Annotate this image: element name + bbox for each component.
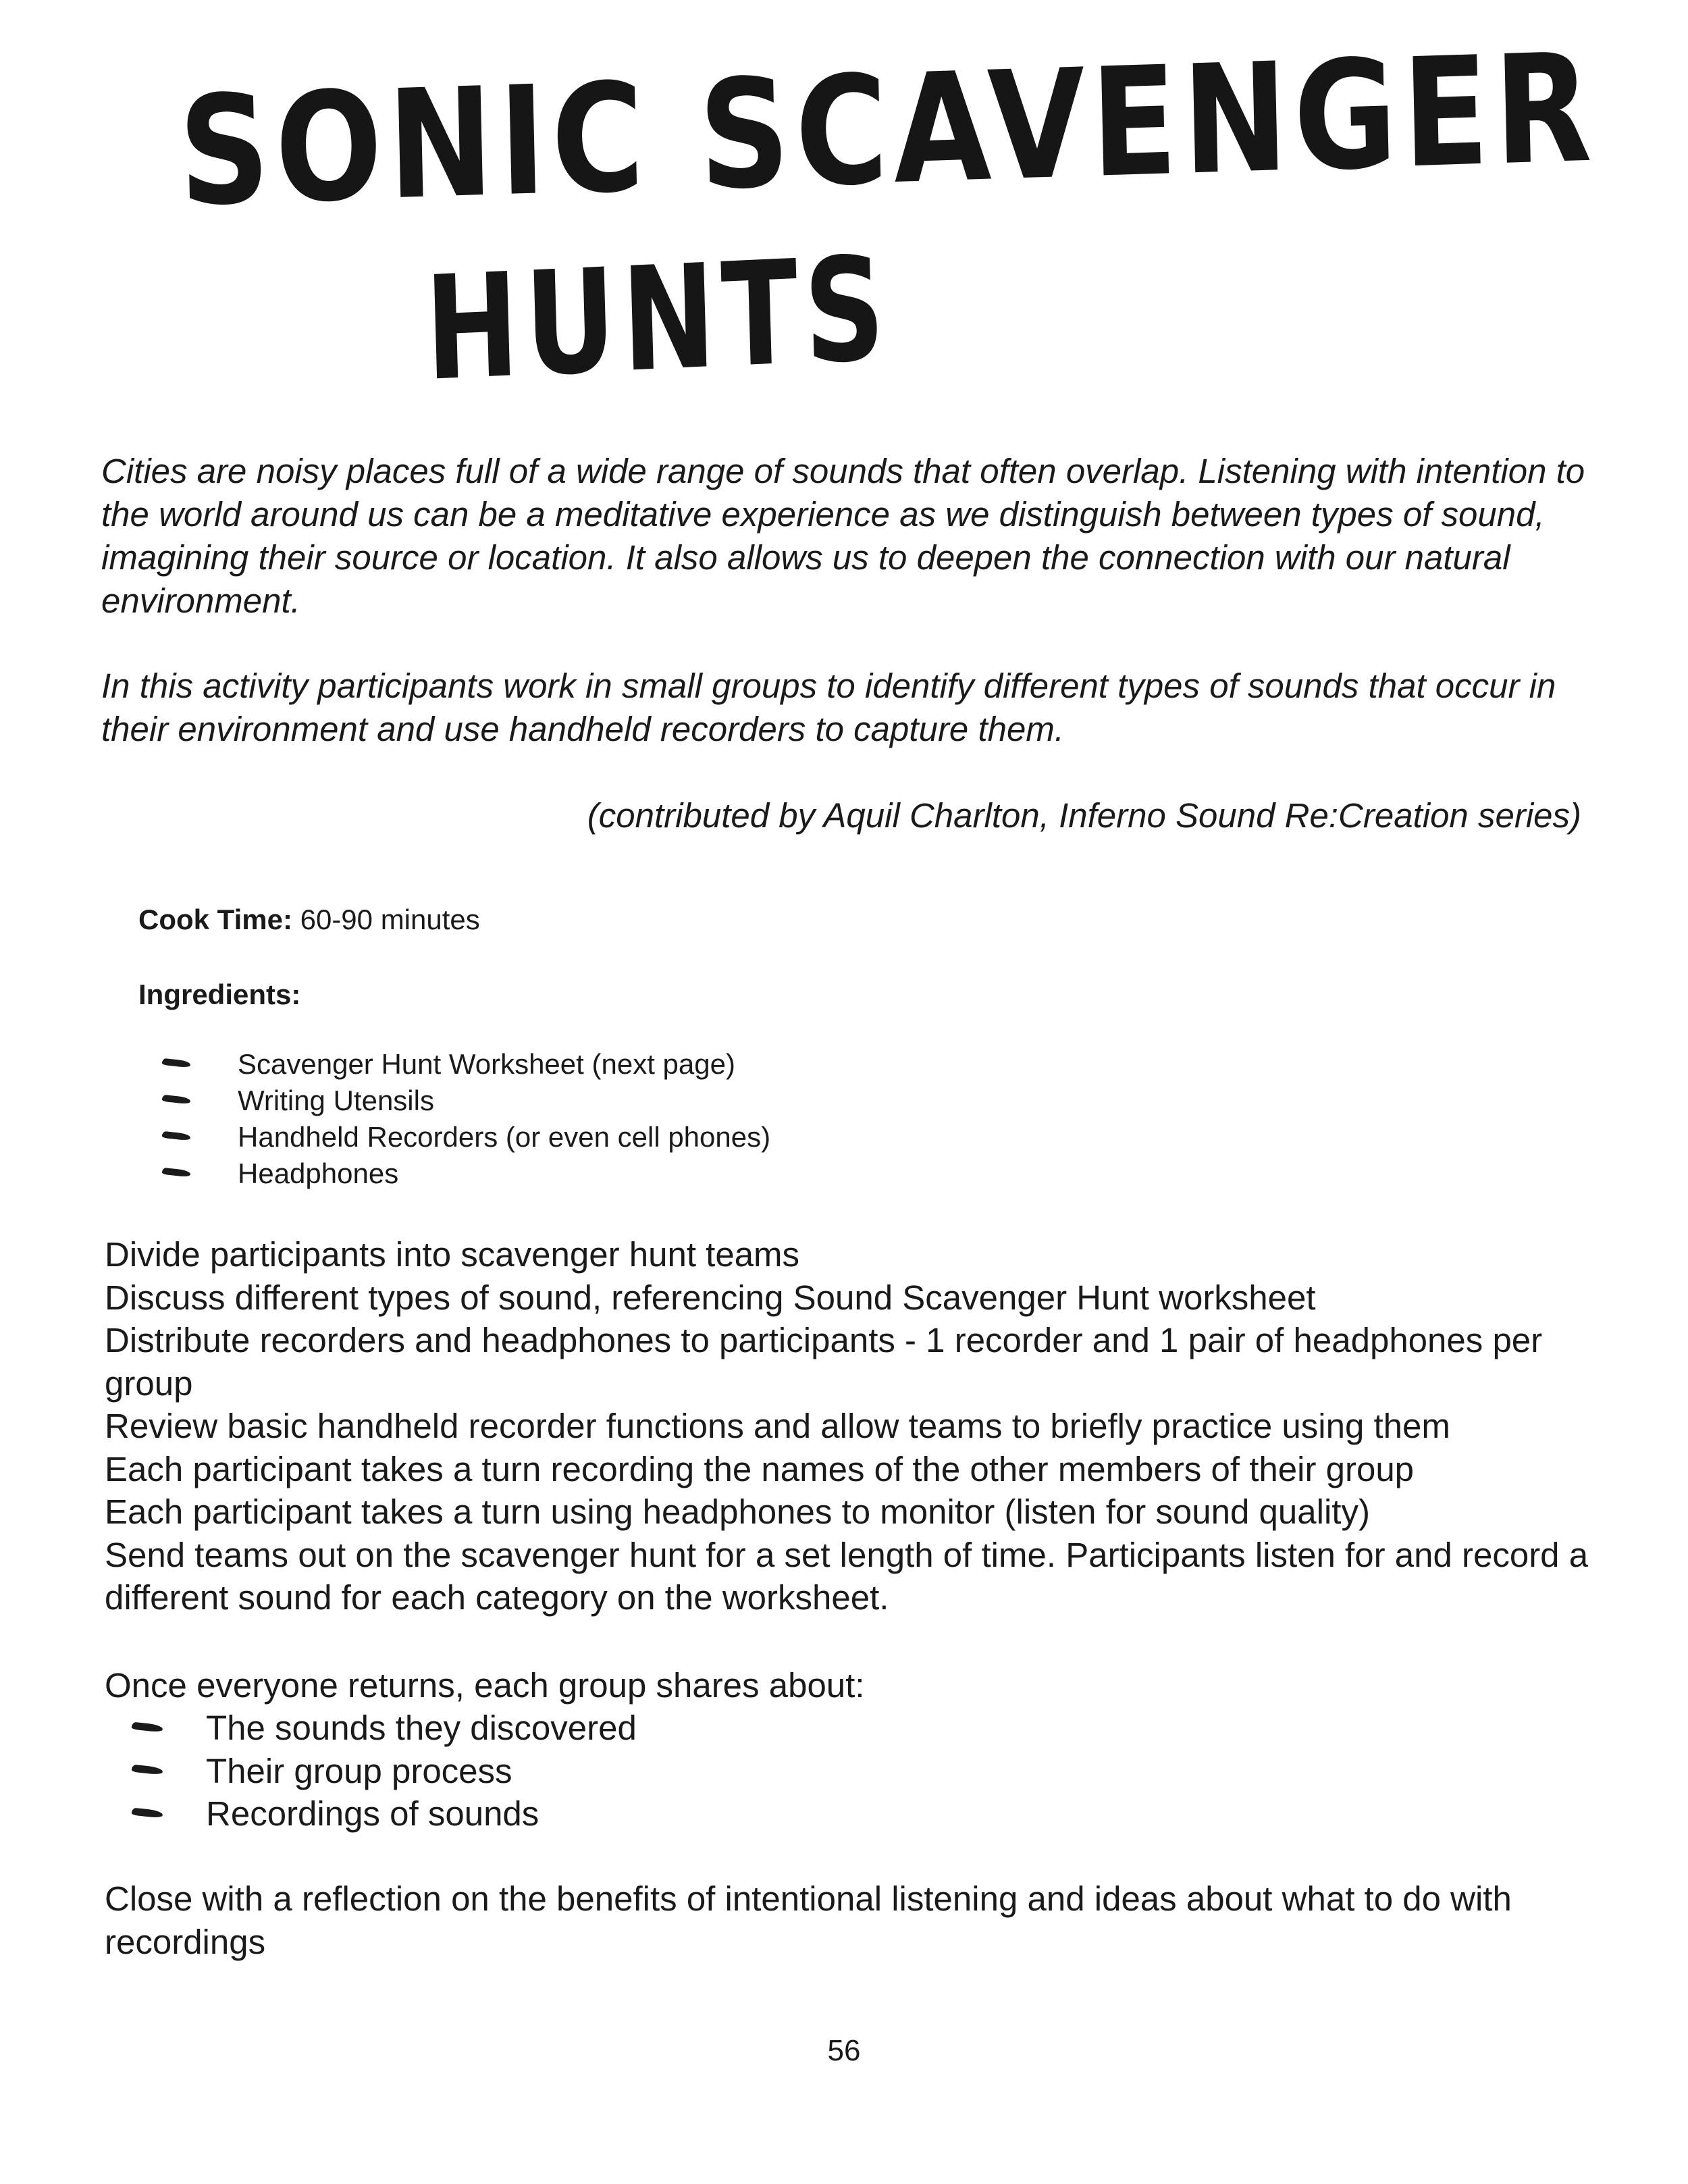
ingredient-text: Headphones: [238, 1158, 399, 1189]
steps-block: [105, 1233, 1610, 1619]
step-item: Each participant takes a turn using headphones to monitor (listen for sound quality): [105, 1492, 1370, 1531]
intro-paragraph-2: In this activity participants work in small groups to identify different types of sounds that occur in their environment and use handheld recorders to capture them.: [101, 667, 1556, 748]
closing-paragraph: Close with a reflection on the benefits of intentional listening and ideas about what to do with recordings: [105, 1879, 1512, 1961]
step-item: Divide participants into scavenger hunt teams: [105, 1235, 800, 1274]
list-item: [132, 1750, 637, 1793]
list-item: [132, 1792, 637, 1836]
cook-time: [138, 902, 480, 938]
contributor-credit: (contributed by Aquil Charlton, Inferno Sound Re:Creation series): [587, 796, 1581, 835]
list-item: [162, 1046, 770, 1083]
step-item: Review basic handheld recorder functions and allow teams to briefly practice using them: [105, 1407, 1450, 1445]
ingredients-list: [162, 1046, 770, 1192]
title-line-2: HUNTS: [423, 225, 893, 413]
ingredient-text: Handheld Recorders (or even cell phones): [238, 1121, 771, 1153]
share-item-text: Recordings of sounds: [206, 1794, 539, 1833]
list-item: [162, 1119, 770, 1155]
dash-bullet-icon: [132, 1765, 163, 1775]
dash-bullet-icon: [162, 1168, 191, 1177]
dash-bullet-icon: [132, 1721, 163, 1732]
dash-bullet-icon: [162, 1058, 191, 1068]
intro-paragraph-1: Cities are noisy places full of a wide range of sounds that often overlap. Listening with intention to the world around us can be a meditative experience as we distinguish between types of sound, imagining their source or location. It also allows us to deepen the connection with our natural environment.: [101, 452, 1585, 620]
step-item: Distribute recorders and headphones to participants - 1 recorder and 1 pair of headphones per group: [105, 1321, 1543, 1403]
dash-bullet-icon: [162, 1131, 191, 1141]
list-item: [162, 1083, 770, 1119]
title-line-1: SONIC SCAVENGER: [177, 21, 1599, 240]
share-intro: Once everyone returns, each group shares about:: [105, 1666, 865, 1705]
list-item: [132, 1707, 637, 1750]
step-item: Send teams out on the scavenger hunt for a set length of time. Participants listen for and record a different sound for each category on the worksheet.: [105, 1535, 1589, 1617]
ingredients-heading: Ingredients:: [138, 979, 301, 1010]
step-item: Discuss different types of sound, referencing Sound Scavenger Hunt worksheet: [105, 1278, 1316, 1317]
ingredient-text: Scavenger Hunt Worksheet (next page): [238, 1048, 735, 1080]
list-item: [162, 1155, 770, 1192]
cook-time-value: 60-90 minutes: [292, 904, 480, 935]
ingredient-text: Writing Utensils: [238, 1085, 434, 1116]
share-item-text: Their group process: [206, 1751, 512, 1790]
step-item: Each participant takes a turn recording the names of the other members of their group: [105, 1449, 1415, 1488]
dash-bullet-icon: [162, 1095, 191, 1104]
share-list: [132, 1707, 637, 1836]
cook-time-label: Cook Time:: [138, 904, 292, 935]
page-number: 56: [827, 2034, 861, 2067]
share-item-text: The sounds they discovered: [206, 1709, 637, 1747]
dash-bullet-icon: [132, 1807, 163, 1818]
